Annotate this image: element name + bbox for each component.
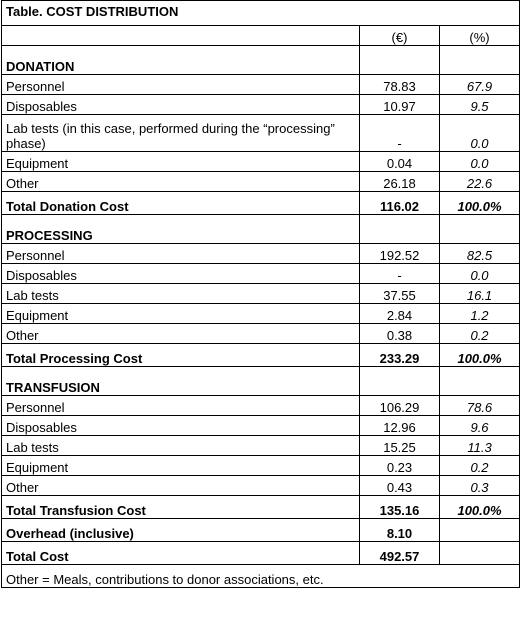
section-title: TRANSFUSION xyxy=(2,367,360,396)
section-pct-empty xyxy=(440,367,520,396)
row-eur: 15.25 xyxy=(360,436,440,456)
row-pct: 0.2 xyxy=(440,324,520,344)
row-pct: 100.0% xyxy=(440,192,520,215)
row-eur: 192.52 xyxy=(360,244,440,264)
row-eur: 135.16 xyxy=(360,496,440,519)
row-eur: 0.23 xyxy=(360,456,440,476)
row-eur: 8.10 xyxy=(360,519,440,542)
row-eur: 116.02 xyxy=(360,192,440,215)
row-eur: 10.97 xyxy=(360,95,440,115)
table-row xyxy=(2,264,520,284)
row-eur: 37.55 xyxy=(360,284,440,304)
row-label: Overhead (inclusive) xyxy=(2,519,360,542)
table-row xyxy=(2,456,520,476)
table-title: Table. COST DISTRIBUTION xyxy=(2,1,520,26)
row-label: Other xyxy=(2,172,360,192)
section-header-row xyxy=(2,215,520,244)
header-pct: (%) xyxy=(440,26,520,46)
row-pct: 0.0 xyxy=(440,115,520,152)
table-row xyxy=(2,476,520,496)
table-row xyxy=(2,304,520,324)
row-eur: 2.84 xyxy=(360,304,440,324)
row-pct: 9.5 xyxy=(440,95,520,115)
row-label: Personnel xyxy=(2,75,360,95)
row-eur: 233.29 xyxy=(360,344,440,367)
row-label: Personnel xyxy=(2,244,360,264)
section-eur-empty xyxy=(360,367,440,396)
row-label: Total Donation Cost xyxy=(2,192,360,215)
row-eur: 78.83 xyxy=(360,75,440,95)
table-row xyxy=(2,284,520,304)
row-label: Equipment xyxy=(2,456,360,476)
table-row xyxy=(2,416,520,436)
table-row xyxy=(2,172,520,192)
section-header-row xyxy=(2,46,520,75)
row-eur: 492.57 xyxy=(360,542,440,565)
table-row xyxy=(2,396,520,416)
row-eur: 12.96 xyxy=(360,416,440,436)
row-label: Lab tests xyxy=(2,436,360,456)
row-eur: 26.18 xyxy=(360,172,440,192)
row-label: Total Processing Cost xyxy=(2,344,360,367)
table-row xyxy=(2,95,520,115)
section-eur-empty xyxy=(360,215,440,244)
section-total-row xyxy=(2,344,520,367)
row-eur: 0.43 xyxy=(360,476,440,496)
table-row xyxy=(2,152,520,172)
section-pct-empty xyxy=(440,46,520,75)
section-title: DONATION xyxy=(2,46,360,75)
row-label: Other xyxy=(2,324,360,344)
row-pct: 0.3 xyxy=(440,476,520,496)
row-label: Equipment xyxy=(2,304,360,324)
row-pct: 0.0 xyxy=(440,264,520,284)
row-pct: 11.3 xyxy=(440,436,520,456)
row-pct: 0.0 xyxy=(440,152,520,172)
section-title: PROCESSING xyxy=(2,215,360,244)
row-label: Disposables xyxy=(2,416,360,436)
row-pct: 100.0% xyxy=(440,496,520,519)
row-label: Equipment xyxy=(2,152,360,172)
row-pct: 100.0% xyxy=(440,344,520,367)
row-pct: 22.6 xyxy=(440,172,520,192)
table-row xyxy=(2,324,520,344)
section-total-row xyxy=(2,496,520,519)
row-label: Disposables xyxy=(2,95,360,115)
row-eur: - xyxy=(360,115,440,152)
row-pct xyxy=(440,542,520,565)
row-pct: 16.1 xyxy=(440,284,520,304)
section-eur-empty xyxy=(360,46,440,75)
row-eur: - xyxy=(360,264,440,284)
table-row xyxy=(2,75,520,95)
row-pct: 78.6 xyxy=(440,396,520,416)
row-pct: 82.5 xyxy=(440,244,520,264)
row-pct: 67.9 xyxy=(440,75,520,95)
row-label: Disposables xyxy=(2,264,360,284)
table-row xyxy=(2,244,520,264)
section-total-row xyxy=(2,192,520,215)
row-eur: 106.29 xyxy=(360,396,440,416)
row-label: Personnel xyxy=(2,396,360,416)
footnote-row xyxy=(2,565,520,588)
row-label: Lab tests xyxy=(2,284,360,304)
header-eur: (€) xyxy=(360,26,440,46)
cost-distribution-table xyxy=(1,0,520,588)
row-label: Lab tests (in this case, performed during the “processing” phase) xyxy=(2,115,360,152)
section-header-row xyxy=(2,367,520,396)
section-pct-empty xyxy=(440,215,520,244)
footnote: Other = Meals, contributions to donor associations, etc. xyxy=(2,565,520,588)
row-pct xyxy=(440,519,520,542)
table-row xyxy=(2,436,520,456)
table-header-row xyxy=(2,26,520,46)
header-label-cell xyxy=(2,26,360,46)
row-label: Other xyxy=(2,476,360,496)
row-pct: 9.6 xyxy=(440,416,520,436)
row-eur: 0.04 xyxy=(360,152,440,172)
row-label: Total Cost xyxy=(2,542,360,565)
row-eur: 0.38 xyxy=(360,324,440,344)
table-row xyxy=(2,115,520,152)
table-title-row xyxy=(2,1,520,26)
row-label: Total Transfusion Cost xyxy=(2,496,360,519)
overhead-row xyxy=(2,519,520,542)
row-pct: 1.2 xyxy=(440,304,520,324)
row-pct: 0.2 xyxy=(440,456,520,476)
grand-total-row xyxy=(2,542,520,565)
